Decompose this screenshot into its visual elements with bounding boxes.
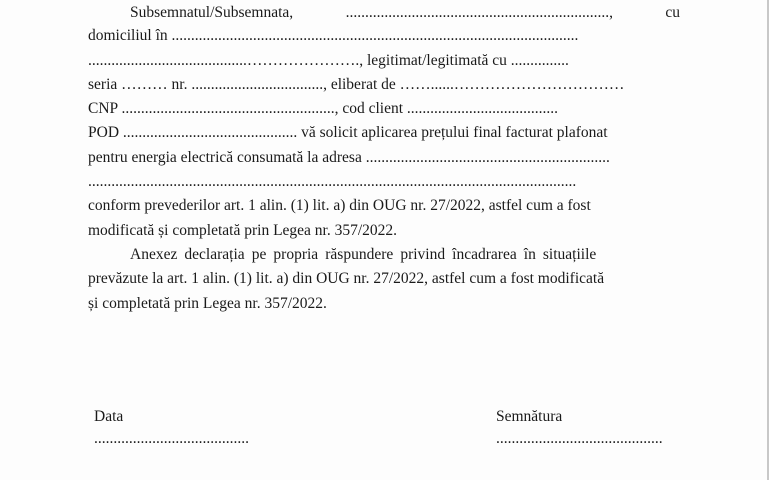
line-pod — [88, 121, 680, 145]
field-seria-nr-eliberat: seria ……… nr. .................................., eliberat de ……......…………………………… — [88, 75, 625, 93]
line-adresa-cont — [88, 170, 680, 194]
line-adresa — [88, 146, 680, 170]
document-body — [88, 0, 680, 316]
signature-label: Semnătura — [496, 408, 563, 425]
date-label: Data — [94, 408, 124, 425]
date-block — [94, 406, 249, 450]
text-prevazute: prevăzute la art. 1 alin. (1) lit. a) din OUG nr. 27/2022, astfel cum a fost modificată — [88, 270, 605, 288]
label-subsemnatul: Subsemnatul/Subsemnata, — [130, 4, 294, 21]
text-modificata: modificată și completată prin Legea nr. 357/2022. — [88, 221, 398, 239]
signature-field-dots: ........................................... — [496, 430, 663, 447]
line-legitimat — [88, 49, 680, 73]
field-pod: POD ............................................. vă solicit aplicarea prețului final facturat plafonat — [88, 124, 608, 142]
line-subsemnatul — [88, 1, 680, 25]
text-completata: și completată prin Legea nr. 357/2022. — [88, 294, 327, 312]
signature-block — [496, 406, 663, 450]
line-modificata — [88, 219, 680, 243]
line-cnp — [88, 97, 680, 121]
line-anexez — [88, 243, 680, 267]
text-anexez: Anexez declarația pe propria răspundere privind încadrarea în situațiile — [130, 245, 597, 263]
line-completata — [88, 292, 680, 316]
line-conform — [88, 194, 680, 218]
line-seria — [88, 73, 680, 97]
field-cnp-cod-client: CNP ......................................................., cod client ....................................... — [88, 100, 559, 118]
field-legitimat: .........................................…………………., legitimat/legitimată cu ............... — [88, 51, 569, 69]
field-name-dots: ...................................................................., — [345, 4, 613, 21]
line-prevazute — [88, 267, 680, 291]
field-domiciliul: domiciliul în ......................................................................................................... — [88, 27, 579, 45]
label-cu: cu — [665, 4, 680, 21]
line-domiciliul — [88, 24, 680, 48]
text-conform: conform prevederilor art. 1 alin. (1) lit. a) din OUG nr. 27/2022, astfel cum a fost — [88, 197, 591, 215]
field-adresa: pentru energia electrică consumată la adresa ............................................................... — [88, 148, 610, 166]
date-field-dots: ........................................ — [94, 430, 249, 447]
field-adresa-continuation: .............................................................................................................................. — [88, 173, 577, 191]
page-edge-divider — [767, 0, 769, 480]
